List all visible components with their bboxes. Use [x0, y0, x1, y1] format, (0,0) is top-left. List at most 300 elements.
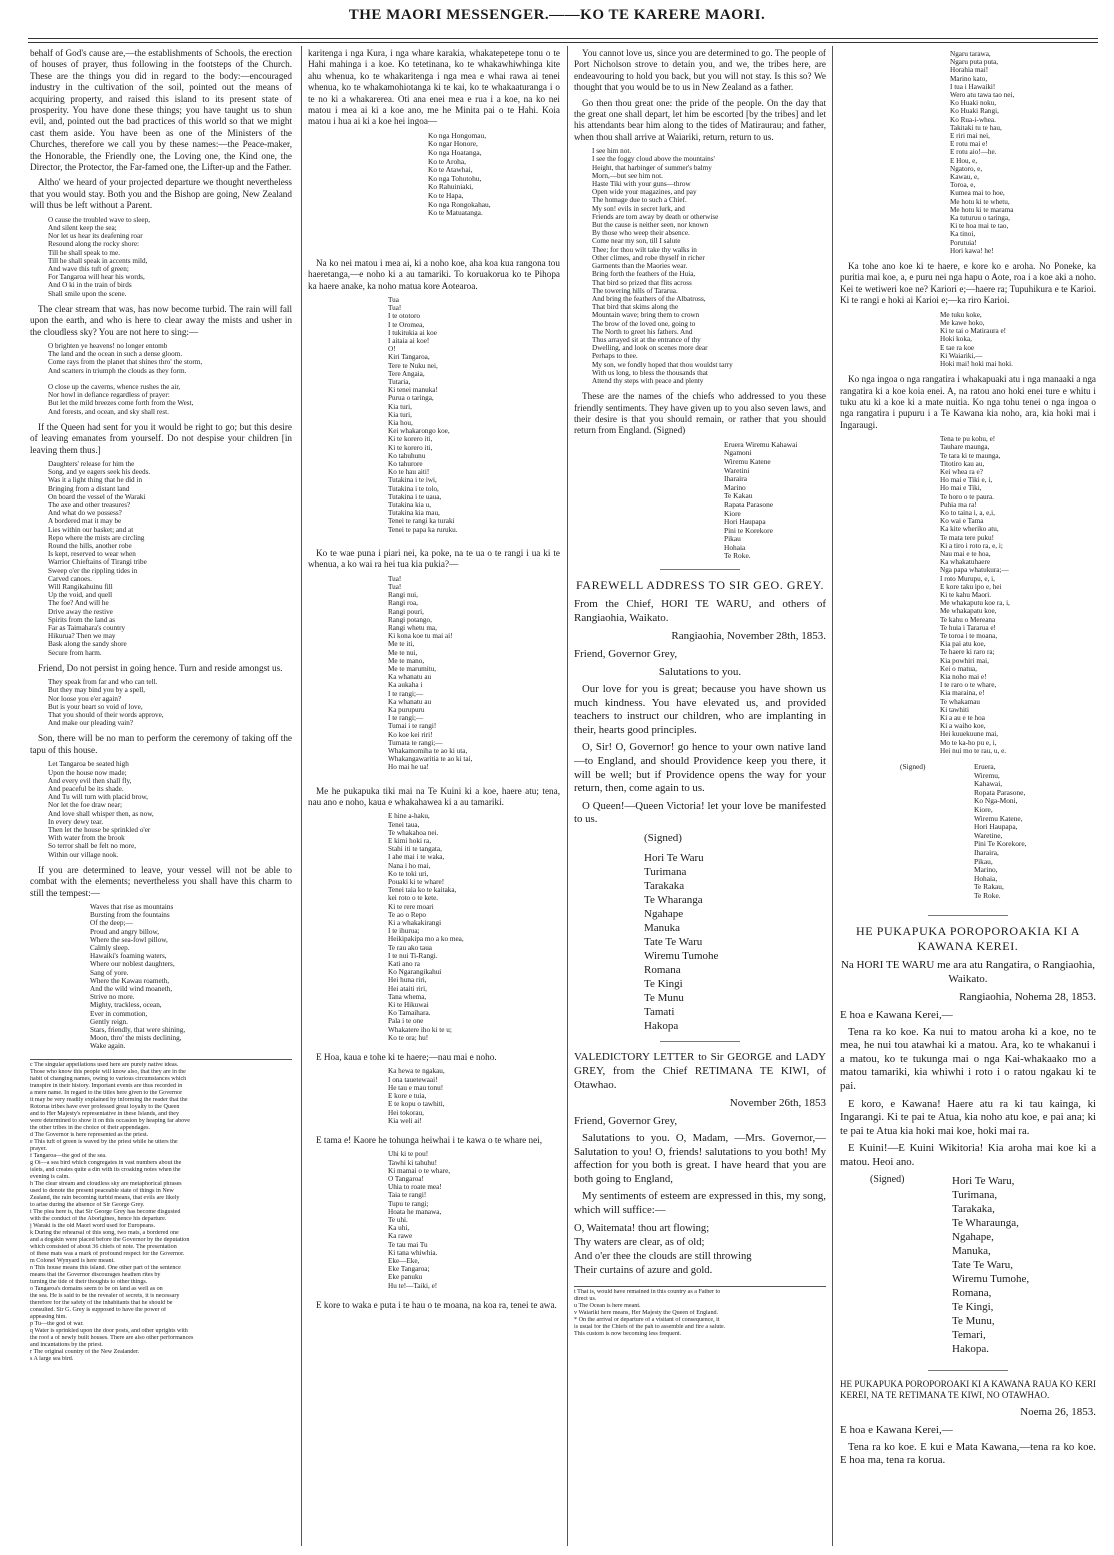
paragraph: Our love for you is great; because you have shown us much kindness. You have elevated us, and provided teachers to instruct our children, who are implanting in their, hearts good principles. [574, 683, 826, 736]
text-line: Te rau ako taua [388, 943, 432, 952]
text-line: My son! evils in secret lurk, and [592, 204, 685, 213]
text-line: Te tau mai Tu [388, 1240, 428, 1249]
text-line: Ko nga Hoatanga, [428, 148, 482, 158]
text-line: Bursting from the fountains [90, 911, 170, 920]
text-line: Ka whanatu au [388, 673, 432, 682]
text-line: Where the sea-fowl pillow, [90, 935, 168, 944]
paragraph: Me he pukapuka tiki mai na Te Kuini ki a koe, haere atu; tena, nau ano e noho, kaua e whakahawea ki a au tamariki. [308, 785, 560, 807]
text-line: Tarakaka [644, 880, 685, 893]
text-line: Tere Angaia, [388, 369, 425, 378]
poem [574, 1222, 826, 1278]
text-line: O! [388, 345, 396, 354]
poem [388, 296, 560, 534]
text-line: the roof a of newly built houses. There are also other performances [30, 1334, 194, 1341]
text-line: f Tangaroa—the god of the sea. [30, 1152, 107, 1159]
text-line: With us long, to bless the thousands that [592, 368, 708, 377]
text-line: Hikurua? Then we may [48, 632, 116, 641]
text-line: Shall smile upon the scene. [48, 289, 127, 298]
text-line: which consisted of about 36 chiefs of note. The presentation [30, 1243, 177, 1250]
section-heading: VALEDICTORY LETTER to Sir GEORGE and LADY GREY, from the Chief RETIMANA TE KIWI, of Otawhao. [574, 1051, 826, 1092]
text-line: Tumata te rangi;— [388, 738, 443, 747]
section-heading: FAREWELL ADDRESS TO SIR GEO. GREY. [575, 578, 825, 593]
poem [90, 903, 292, 1051]
text-line: Ko tahurore [388, 460, 423, 469]
text-line: m Colonel Wynyard is here meant. [30, 1257, 115, 1264]
text-line: Ki a whakakirangi [388, 919, 442, 928]
text-line: And peaceful be its shade. [48, 784, 124, 793]
signature-block [840, 761, 1096, 907]
text-line: e This tuft of green is waved by the priest while he utters the [30, 1138, 178, 1145]
column-2 [308, 48, 560, 1543]
text-line: Me kawe hoko, [940, 318, 985, 327]
paragraph: E tama e! Kaore he tohunga heiwhai i te kawa o te whare nei, [316, 1134, 543, 1145]
text-line: Kei whakarongo koe, [388, 427, 450, 436]
text-line: Ho mai he ua! [388, 763, 429, 772]
text-line: Te tara ki te maunga, [940, 451, 1001, 460]
paragraph: Ka tohe ano koe ki te haere, e kore ko e aroha. No Poneke, ka puritia mai koe, a, e puru nei nga hapu o Aote, roa i a koe aki a noho. Kei te wetiweri koe ne? Kariori e;—haere ra; Tupuhikura e te Karioi. Ki te rangi e hoki ai Karioi e;—ka riro Karioi. [840, 261, 1096, 306]
text-line: Kiri Tangaroa, [388, 353, 430, 362]
text-line: I te Oromea, [388, 320, 425, 329]
paragraph: E Kuini!—E Kuini Wikitoria! Kia aroha mai koe ki a matou. Heoi ano. [840, 1142, 1096, 1168]
paragraph: If you are determined to leave, your vessel will not be able to combat with the elements; nevertheless you shall have this charm to still the tempest:— [30, 864, 292, 898]
text-line: With water from the brook [48, 834, 125, 843]
paragraph: Son, there will be no man to perform the ceremony of taking off the tapu of this house. [30, 733, 292, 755]
text-line: Te Kingi, [952, 1300, 994, 1313]
paragraph: Salutations to you. O, Madam, —Mrs. Governor,—Salutation to you! O, friends! salutations to you both! My affection for you both is great. I have heard that you are both going to England, [574, 1132, 826, 1185]
text-line: Secure from harm. [48, 648, 102, 657]
poem [950, 50, 1096, 255]
text-line: And the wild wind moaneth, [90, 984, 173, 993]
text-line: Then let the house be sprinkled o'er [48, 825, 151, 834]
text-line: Where our noblest daughters, [90, 960, 175, 969]
text-line: kei roto o te kete. [388, 894, 439, 903]
text-line: I te ihurua; [388, 927, 420, 936]
text-line: islets, and creates quite a din with its croaking notes when the [30, 1166, 181, 1173]
text-line: Hohaia, [974, 873, 998, 883]
text-line: Tana whema, [388, 992, 427, 1001]
text-line: Pini te Korekore [724, 525, 773, 535]
text-line: Kati ano ra [388, 960, 420, 969]
text-line: But let the mild breezes come forth from the West, [48, 399, 194, 408]
text-line: A bordered mat it may be [48, 517, 122, 526]
text-line: I te rangi;— [388, 689, 424, 698]
text-line: Rangi nui, [388, 591, 418, 600]
text-line: Te Wharanga [644, 894, 703, 907]
text-line: Ki te Hikuwai [388, 1001, 429, 1010]
text-line: Me hotu ki te marama [950, 205, 1014, 214]
text-line: k During the rehearsal of this song, two mats, a bordered one [30, 1229, 179, 1236]
text-line: Kia maraina, e! [940, 689, 985, 698]
text-line: Ever in commotion, [90, 1009, 148, 1018]
text-line: Ka tuturuu o taringa, [950, 214, 1010, 223]
text-line: I te nui Ti-Rangi. [388, 951, 438, 960]
text-line: the other tribes in the choice of their appendages. [30, 1124, 150, 1131]
text-line: Mo te ka-ho pu e, i, [940, 738, 997, 747]
text-line: Bring forth the feathers of the Huia, [592, 270, 696, 279]
text-line: Lies within our basket; and at [48, 525, 134, 534]
text-line: Whakamomiha te ao ki uta, [388, 746, 468, 755]
text-line: Hei nui mo te rau, u, e. [940, 746, 1007, 755]
text-line: Kia noho mai e! [940, 673, 987, 682]
text-line: Ngamoni [724, 448, 752, 458]
text-line: Tutaria, [388, 378, 411, 387]
text-line: Te whakahoa nei. [388, 828, 439, 837]
text-line: and a dogskin were placed before the Governor by the deputation [30, 1236, 190, 1243]
text-line: And Tu will turn with placid brow, [48, 793, 148, 802]
text-line: Kiore, [974, 805, 993, 815]
text-line: Me te nui, [388, 648, 418, 657]
text-line: The homage due to such a Chief. [592, 196, 687, 205]
text-line: Sweep o'er the rippling tides in [48, 566, 138, 575]
text-line: Nana i ho mai, [388, 861, 431, 870]
poem [48, 760, 292, 858]
text-line: Tutakina i te tolo, [388, 484, 439, 493]
text-line: Tate Te Waru, [952, 1258, 1014, 1271]
text-line: Ko Huaki noku, [950, 99, 997, 108]
text-line: Taia te rangi! [388, 1191, 427, 1200]
text-line: means that the Governor discourages heathen rites by [30, 1271, 161, 1278]
text-line: On board the vessel of the Waraki [48, 492, 146, 501]
text-line: Stars, friendly, that were shining, [90, 1026, 186, 1034]
text-line: Ki tana whiwhia. [388, 1248, 438, 1257]
text-line: Ka hewa te ngakau, [388, 1067, 445, 1076]
text-line: Te Roke. [974, 890, 1001, 900]
text-line: Iharaira, [974, 848, 999, 858]
text-line: Strive no more. [90, 993, 135, 1002]
text-line: Ko te hau aiti! [388, 468, 430, 477]
text-line: Wiremu, [974, 770, 1000, 780]
text-line: I te raro o te whare, [940, 681, 997, 690]
text-line: I te rangi;— [388, 714, 424, 723]
section-rule [660, 569, 740, 570]
text-line: Te horo o te paura. [940, 492, 994, 501]
text-line: I aitaia ai koe! [388, 337, 430, 346]
text-line: Spirits from the land as [48, 615, 116, 624]
text-line: Mountain wave; bring them to crown [592, 311, 700, 320]
text-line: Pikau [724, 534, 741, 544]
text-line: Ko Huaki Rangi, [950, 107, 999, 116]
text-line: Rangi roa, [388, 599, 418, 608]
text-line: Daughters' release for him the [48, 459, 135, 468]
text-line: Proud and angry billow, [90, 927, 160, 936]
text-line: Ko wai e Tama [940, 517, 984, 526]
text-line: Ko nga Tohutohu, [428, 173, 482, 183]
text-line: They speak from far and who can tell. [48, 678, 158, 687]
text-line: Stahi iti te tangata, [388, 845, 442, 854]
text-line: Hakopa [644, 1020, 679, 1033]
paragraph: behalf of God's cause are,—the establishments of Schools, the erection of houses of prayer, thus following in the footsteps of the Church. These are the things you did in regard to the body:—encouraged industry in the cultivation of the soil, pointed out the means of acquiring property, and raised this island to its present state of prosperity. You have done these things; you have taught us to shun evil, and, pointed out the bad practices of this world so that we might cast them aside. You have been as one of the Ministers of the Churches, therefore we call you by these names:—the Peace-maker, the Honorable, the Friendly one, the Loving one, the Kind one, the Director, the Protector, the Far-famed one, the Lifter-up and the Father. [30, 48, 292, 173]
poem [388, 575, 560, 772]
text-line: Tena te pu kohu, e! [940, 435, 996, 444]
signatories [644, 851, 826, 1033]
name-list [974, 763, 1027, 901]
text-line: Me te marumitu, [388, 664, 437, 673]
text-line: a mere name. In regard to the titles here given to the Governor [30, 1089, 183, 1096]
text-line: Tutakina i te iwi, [388, 476, 437, 485]
text-line: Tenei taia ko te kaitaka, [388, 886, 457, 895]
text-line: q Water is sprinkled upon the door posts, and other uprights with [30, 1327, 188, 1334]
text-line: E rotu mai e! [950, 140, 988, 149]
name-list [428, 132, 560, 218]
text-line: Tua! [388, 574, 402, 583]
text-line: to arise during the absence of Sir George Grey. [30, 1201, 145, 1208]
salutation: Salutations to you. [658, 666, 742, 679]
text-line: Wiremu Katene, [974, 813, 1023, 823]
text-line: Pouaki ki te whare! [388, 878, 445, 887]
text-line: Ropata Parasone, [974, 787, 1026, 797]
text-line: O close up the caverns, whence rushes the air, [48, 382, 181, 391]
text-line: Ko Rua-i-whea. [950, 115, 996, 124]
column-divider [567, 46, 568, 1546]
masthead-rule-bottom [28, 42, 1098, 43]
text-line: And every evil then shall fly, [48, 776, 132, 785]
text-line: Titotiro kau au, [940, 459, 985, 468]
text-line: E rotu aio!—he. [950, 148, 997, 157]
text-line: The land and the ocean in such a dense gloom. [48, 350, 183, 359]
text-line: Eke Tangaroa; [388, 1265, 430, 1274]
text-line: Porutuia! [950, 238, 977, 247]
poem [48, 460, 292, 657]
paragraph: Go then thou great one: the pride of the people. On the day that the great one shall depart, let him be escorted [by the tribes] and let his attendants bear him along to the tides of Matiraurau; and father, when thou shall arrive at Waiariki, return, return to us. [574, 97, 826, 142]
text-line: Kiore [724, 508, 741, 518]
text-line: Rangi whetu ma, [388, 623, 437, 632]
text-line: Turimana, [952, 1188, 998, 1201]
signed-label: (Signed) [870, 1173, 905, 1185]
text-line: Warrior Chieftains of Tirangi tribe [48, 558, 147, 567]
text-line: is usual for the Chiefs of the pah to assemble and fire a salute. [574, 1323, 726, 1330]
text-line: Ko nga Hongomau, [428, 130, 487, 140]
text-line: Ki te kahu Maori. [940, 591, 992, 600]
text-line: Me te mano, [388, 656, 425, 665]
text-line: Kia turi, [388, 402, 412, 411]
text-line: Kia weli ai! [388, 1116, 422, 1125]
text-line: The brow of the loved one, going to [592, 319, 696, 328]
text-line: appeasing him. [30, 1313, 67, 1320]
text-line: I tua i Hawaiki! [950, 82, 996, 91]
text-line: Drive away the restive [48, 607, 113, 616]
text-line: Haste Tiki with your guns—throw [592, 180, 691, 189]
text-line: Ka whakatuhaere [940, 558, 991, 567]
text-line: Zealand, the rain becoming turbid means, that evils are likely [30, 1194, 180, 1201]
text-line: Rangi pouri, [388, 607, 424, 616]
text-line: used to denote the present peaceable state of things in New [30, 1187, 174, 1194]
name-list [724, 441, 826, 561]
text-line: Tutakina i te uaua, [388, 492, 442, 501]
text-line: Te Munu, [952, 1314, 995, 1327]
text-line: Tere te Nuku nei, [388, 361, 438, 370]
text-line: E te kopu o tawhiti, [388, 1100, 445, 1109]
text-line: Hei ataiti riri, [388, 984, 427, 993]
text-line: Ki a tiro i roto ra, e, i; [940, 541, 1003, 550]
text-line: therefore for the safety of the inhabitants that he should be [30, 1299, 173, 1306]
text-line: o Tangaroa's domains seem to be on land as well as on [30, 1285, 163, 1292]
text-line: Ko te toki uri, [388, 869, 429, 878]
text-line: Ngahape, [952, 1230, 994, 1243]
text-line: And bring the feathers of the Albatross, [592, 294, 706, 303]
text-line: Ko Ngarangikahui [388, 968, 442, 977]
text-line: Ho mai e Tiki e, i, [940, 476, 993, 485]
text-line: Me whakapatu koe, [940, 607, 997, 616]
text-line: I see him not. [592, 147, 632, 156]
text-line: Pala i te one [388, 1017, 424, 1026]
text-line: Ngaru puta puta, [950, 58, 999, 67]
poem [388, 812, 560, 1042]
text-line: Their curtains of azure and gold. [574, 1264, 713, 1276]
text-line: Romana [644, 964, 681, 977]
text-line: Rangi potango, [388, 615, 432, 624]
paragraph: Tena ra ko koe. Ka nui to matou aroha ki a koe, no te mea, he nui tou atawhai ki a matou. Ara, ko te whakanui i a matou, ko te tukunga mai o nga Kai-whakaako mo a matou tamariki, kia whiwhi i roto i o ratou ngakau ki te pai. [840, 1025, 1096, 1092]
column-divider [301, 46, 302, 1546]
text-line: E hine a-haku, [388, 812, 430, 821]
text-line: Manuka [644, 922, 681, 935]
text-line: Nor let the foe draw near; [48, 801, 123, 810]
text-line: But is your heart so void of love, [48, 702, 143, 711]
section-rule [928, 915, 1008, 916]
poem [48, 678, 292, 727]
paragraph: Altho' we heard of your projected departure we thought nevertheless that you would stay. Both you and the Bishop are going, New Zealand will thus be left without a Parent. [30, 177, 292, 211]
text-line: Attend thy steps with peace and plenty [592, 376, 704, 385]
text-line: p Tu—the god of war. [30, 1320, 84, 1327]
text-line: Tate Te Waru [644, 936, 703, 949]
masthead: THE MAORI MESSENGER.——KO TE KARERE MAORI. [348, 7, 766, 23]
text-line: Ko te ora; hu! [388, 1033, 429, 1042]
text-line: Will Rangikahuinu fill [48, 583, 113, 592]
text-line: the sea. He is said to be the revealer of secrets, it is necessary [30, 1292, 180, 1299]
paragraph: You cannot love us, since you are determined to go. The people of Port Nicholson strove to detain you, and we, the tribes here, are endeavouring to hold you back, but you will not stay. Is this so? We thought that you would be to us in New Zealand as a father. [574, 48, 826, 93]
text-line: Hei tokorau, [388, 1108, 424, 1117]
text-line: with the conduct of the Aborigines, hence his departure. [30, 1215, 167, 1222]
greeting: Friend, Governor Grey, [574, 1115, 678, 1128]
text-line: Te Roke. [724, 551, 751, 561]
text-line: Open wide your magazines, and pay [592, 188, 697, 197]
text-line: And forests, and ocean, and sky shall rest. [48, 407, 169, 416]
text-line: Marino [724, 482, 746, 492]
text-line: He tau e mau tonu! [388, 1083, 444, 1092]
text-line: Hoki mai! hoki mai hoki. [940, 359, 1013, 368]
text-line: Ko te Aroha, [428, 156, 466, 166]
text-line: Come near my son, till I salute [592, 237, 681, 246]
footnotes [30, 1059, 292, 1363]
paragraph: Ko te wae puna i piari nei, ka poke, na te ua o te rangi i ua ki te whenua, a ko wai ra hei tua kia pukia?— [308, 547, 560, 570]
text-line: Was it a light thing that he did in [48, 476, 143, 485]
text-line: Tenei te rangi ka turaki [388, 517, 455, 526]
text-line: Ko te Atawhai, [428, 165, 473, 175]
text-line: Rotorua tribes have ever professed great loyalty to the Queen [30, 1103, 180, 1110]
text-line: Purua o taringa, [388, 394, 434, 403]
text-line: r The original country of the New Zealander. [30, 1348, 140, 1355]
text-line: Hakopa. [952, 1342, 989, 1355]
text-line: Wero atu tawa tao nei, [950, 91, 1015, 100]
section-rule [928, 1370, 1008, 1371]
dateline: November 26th, 1853 [729, 1097, 826, 1110]
text-line: Ngatoro, e, [950, 164, 983, 173]
text-line: Hoki koka, [940, 335, 972, 344]
text-line: of these mats was a mark of profound respect for the Governor. [30, 1250, 185, 1257]
text-line: The foe? And will he [48, 599, 109, 608]
text-line: Hei kuuekuune mai, [940, 730, 999, 739]
text-line: Ki tawhiti [940, 705, 969, 714]
text-line: So terror shall be felt no more, [48, 842, 137, 851]
text-line: Ko Tamaihara. [388, 1009, 431, 1018]
text-line: Uhi ki te pou! [388, 1150, 429, 1159]
text-line: Whakangawaritia te ao ki tai, [388, 755, 473, 764]
text-line: And wave this tuft of green; [48, 264, 129, 273]
text-line: Ngaru tarawa, [950, 50, 991, 58]
text-line: Nga papa whatukura;— [940, 566, 1009, 575]
text-line: Far as Taimahara's country [48, 624, 126, 633]
text-line: Ngahape [644, 908, 684, 921]
text-line: Te haere ki raro ra; [940, 648, 995, 657]
text-line: But the cause is neither seen, nor known [592, 221, 709, 230]
text-line: Takitaki tu te hau, [950, 123, 1002, 132]
text-line: Morn,—but see him not. [592, 171, 663, 180]
text-line: And o'er thee the clouds are still throwing [574, 1250, 752, 1262]
dateline: Rangiaohia, November 28th, 1853. [671, 630, 826, 643]
text-line: Wake again. [90, 1042, 126, 1051]
text-line: i The plea here is, that Sir George Grey has become disgusted [30, 1208, 181, 1215]
text-line: habit of changing names, owing to various circumstances which [30, 1075, 187, 1082]
paragraph: karitenga i nga Kura, i nga whare karakia, whakatepetepe tonu o te Hahi mahinga i a koe. Ko tetetinana, ko te whakawhiwhinga kite ahu whenua, ko te whakaritenga i nga mea e whai rawa ai tenei whenua, ko te whakamohiotanga ki te kai, ko te whakaaturanga i o te no ki a whakarerea. Oti ana enei mea e rua i a koe, na ko nei matou i mea ai ki a koe ano, me he Minita pai o te Hahi. Koia matou i hua ai ki a koe hei ingoa— [308, 48, 560, 127]
poem [48, 216, 292, 298]
text-line: Turimana [644, 866, 687, 879]
text-line: For Tangaroa will hear his words, [48, 273, 145, 282]
text-line: Te Munu [644, 992, 684, 1005]
masthead-rule-top [28, 38, 1098, 39]
poem [940, 311, 1096, 368]
text-line: Tutakina kia mau, [388, 509, 440, 518]
poem [48, 342, 292, 416]
text-line: Moon, thro' the mists declining, [90, 1034, 182, 1043]
text-line: Hori Te Waru [644, 852, 704, 865]
text-line: I see the foggy cloud above the mountains' [592, 155, 715, 164]
text-line: it may be very readily explained by informing the reader that the [30, 1096, 188, 1103]
signed-label: (Signed) [900, 762, 926, 772]
paragraph: Tena ra ko koe. E kui e Mata Kawana,—tena ra ko koe. E hoa ma, tena ra korua. [840, 1440, 1096, 1467]
section-rule [660, 1041, 740, 1042]
text-line: But they may bind you by a spell, [48, 686, 146, 695]
column-1 [30, 48, 292, 1543]
text-line: Thy waters are clear, as of old; [574, 1236, 705, 1248]
text-line: were determined to show it on this occasion by heaping far above [30, 1117, 190, 1124]
text-line: Ka kite wheriko atu, [940, 525, 999, 534]
text-line: Ko te Hapa, [428, 191, 464, 200]
text-line: Ka tinoi, [950, 230, 976, 239]
text-line: The axe and other treasures? [48, 501, 131, 509]
text-line: Song, and ye eagers seek his deeds. [48, 468, 151, 477]
text-line: That bird so prized that flits across [592, 278, 692, 287]
text-line: Me whakaputu koe ra, i, [940, 599, 1010, 608]
text-line: And make our pleading vain? [48, 719, 134, 728]
paragraph: Ko nga ingoa o nga rangatira i whakapuaki atu i nga manaaki a nga rangatira ki a koe koia enei. A, na ratou ano hoki enei ture e whitu i tuku atu ki a koe ki a mate nuitia. Ko nga tohu tenei o nga ingoa o nga rangatira i pupuru i a Te Kawana kia noho, ara, kia hoki mai i Ingaraugi. [840, 374, 1096, 430]
text-line: Wiremu Tumohe, [952, 1272, 1030, 1285]
paragraph: O Queen!—Queen Victoria! let your love be manifested to us. [574, 799, 826, 826]
text-line: Ko Nga-Moni, [974, 796, 1018, 806]
text-line: Tarakaka, [952, 1202, 995, 1215]
text-line: Ki kona koe tu mai ai! [388, 632, 453, 641]
text-line: Ka rawe [388, 1232, 413, 1241]
text-line: Ko koe kei riri! [388, 730, 433, 739]
greeting: E hoa e Kawana Kerei,— [840, 1008, 953, 1021]
byline: From the Chief, HORI TE WARU, and others of Rangiaohia, Waikato. [574, 598, 826, 625]
text-line: Wiremu Tumohe [644, 950, 719, 963]
text-line: Waretini [724, 465, 750, 475]
text-line: Tupu te rangi; [388, 1199, 429, 1208]
signed-label: (Signed) [644, 832, 682, 845]
text-line: E tae ra koe [940, 343, 975, 352]
text-line: Ko nga Rongokahau, [428, 199, 491, 209]
text-line: Romana, [952, 1286, 992, 1299]
text-line: Te toroa i te moana, [940, 632, 998, 641]
